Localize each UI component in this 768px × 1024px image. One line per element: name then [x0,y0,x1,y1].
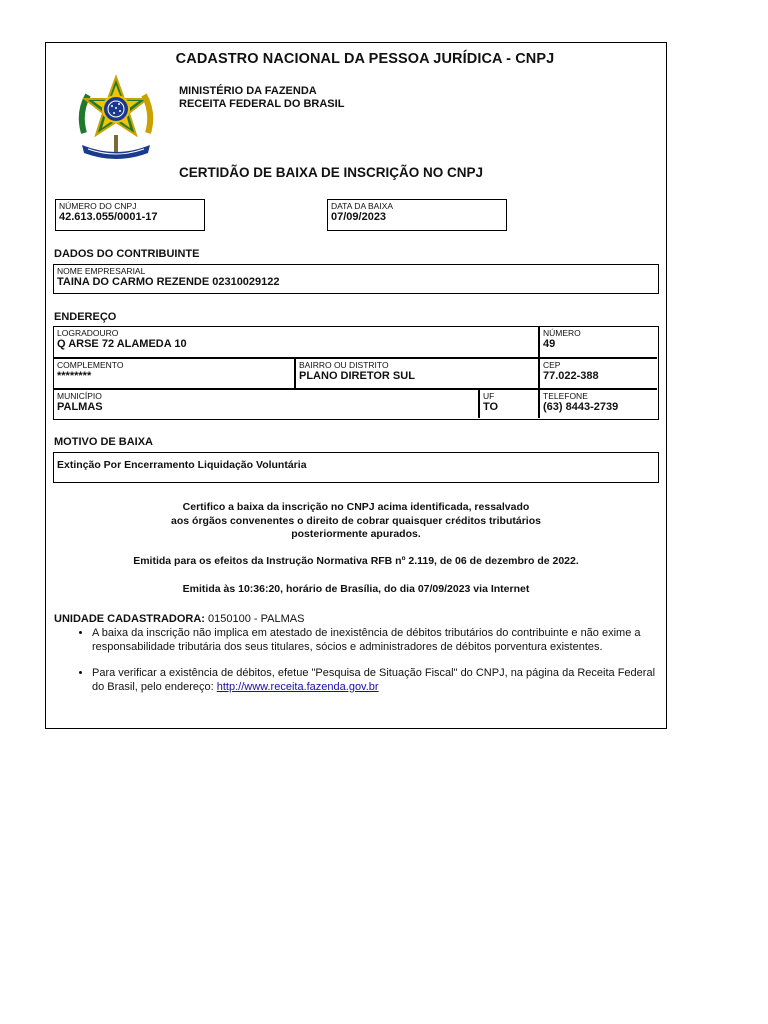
cep-value: 77.022-388 [543,370,599,382]
certification-line-1: Certifico a baixa da inscrição no CNPJ acima identificada, ressalvado [182,501,530,513]
address-section-title: ENDEREÇO [54,311,117,323]
street-number-label: NÚMERO [543,328,581,338]
street-number-cell [539,327,657,358]
list-item [92,627,659,654]
cnpj-number-label: NÚMERO DO CNPJ [59,201,137,211]
reason-section-title: MOTIVO DE BAIXA [54,436,154,448]
brazil-coat-of-arms-icon [74,73,158,163]
baixa-date-box [327,199,507,231]
business-name-box [53,264,659,294]
taxpayer-section-title: DADOS DO CONTRIBUINTE [54,248,200,260]
note-2-text: Para verificar a existência de débitos, efetue "Pesquisa de Situação Fiscal" do CNPJ, na página da Receita Federal do Brasil, pelo endereço: [92,667,656,693]
ministry-name: MINISTÉRIO DA FAZENDA [179,85,317,97]
notes-list [54,627,659,707]
certification-line-2: aos órgãos convenentes o direito de cobrar quaisquer créditos tributários [171,514,541,527]
registering-unit-label: UNIDADE CADASTRADORA: [54,613,205,625]
issued-time-text: Emitida às 10:36:20, horário de Brasília, do dia 07/09/2023 via Internet [182,583,530,595]
registering-unit-value: 0150100 - PALMAS [208,613,305,625]
reason-value: Extinção Por Encerramento Liquidação Voluntária [57,459,307,471]
city-value: PALMAS [57,401,103,413]
business-name-label: NOME EMPRESARIAL [57,266,146,276]
phone-cell [539,389,657,418]
registering-unit [54,613,304,625]
reason-box [53,452,659,483]
certification-line-3: posteriormente apurados. [291,528,421,540]
issued-normative-text: Emitida para os efeitos da Instrução Normativa RFB nº 2.119, de 06 de dezembro de 2022. [133,555,579,567]
baixa-date-label: DATA DA BAIXA [331,201,394,211]
phone-value: (63) 8443-2739 [543,401,619,413]
cnpj-number-value: 42.613.055/0001-17 [59,211,158,223]
street-number-value: 49 [543,338,556,350]
cep-label: CEP [543,360,561,370]
street-label: LOGRADOURO [57,328,119,338]
address-table [53,326,659,420]
street-value: Q ARSE 72 ALAMEDA 10 [57,338,187,350]
state-label: UF [483,391,495,401]
list-item [92,667,659,694]
city-cell [54,389,479,418]
document-title: CADASTRO NACIONAL DA PESSOA JURÍDICA - CNPJ [175,51,555,67]
state-value: TO [483,401,499,413]
city-label: MUNICÍPIO [57,391,102,401]
street-cell [54,327,539,358]
note-1-text: A baixa da inscrição não implica em atestado de inexistência de débitos tributários do contribuinte e não exime a responsabilidade tributária dos seus titulares, sócios e administradores de débitos porventura existentes. [92,627,641,653]
cnpj-number-box [55,199,205,231]
certificate-document [45,42,667,729]
phone-label: TELEFONE [543,391,588,401]
issuing-organization [179,85,344,111]
certification-text [46,501,666,542]
district-label: BAIRRO OU DISTRITO [299,360,389,370]
district-value: PLANO DIRETOR SUL [299,370,415,382]
state-cell [479,389,539,418]
baixa-date-value: 07/09/2023 [331,211,387,223]
agency-name: RECEITA FEDERAL DO BRASIL [179,98,345,110]
certificate-subtitle: CERTIDÃO DE BAIXA DE INSCRIÇÃO NO CNPJ [179,165,484,180]
cep-cell [539,358,657,389]
business-name-value: TAINA DO CARMO REZENDE 02310029122 [57,276,280,288]
receita-website-link[interactable]: http://www.receita.fazenda.gov.br [216,680,379,693]
complement-cell [54,358,295,389]
complement-label: COMPLEMENTO [57,360,124,370]
district-cell [295,358,539,389]
complement-value: ******** [57,370,92,382]
